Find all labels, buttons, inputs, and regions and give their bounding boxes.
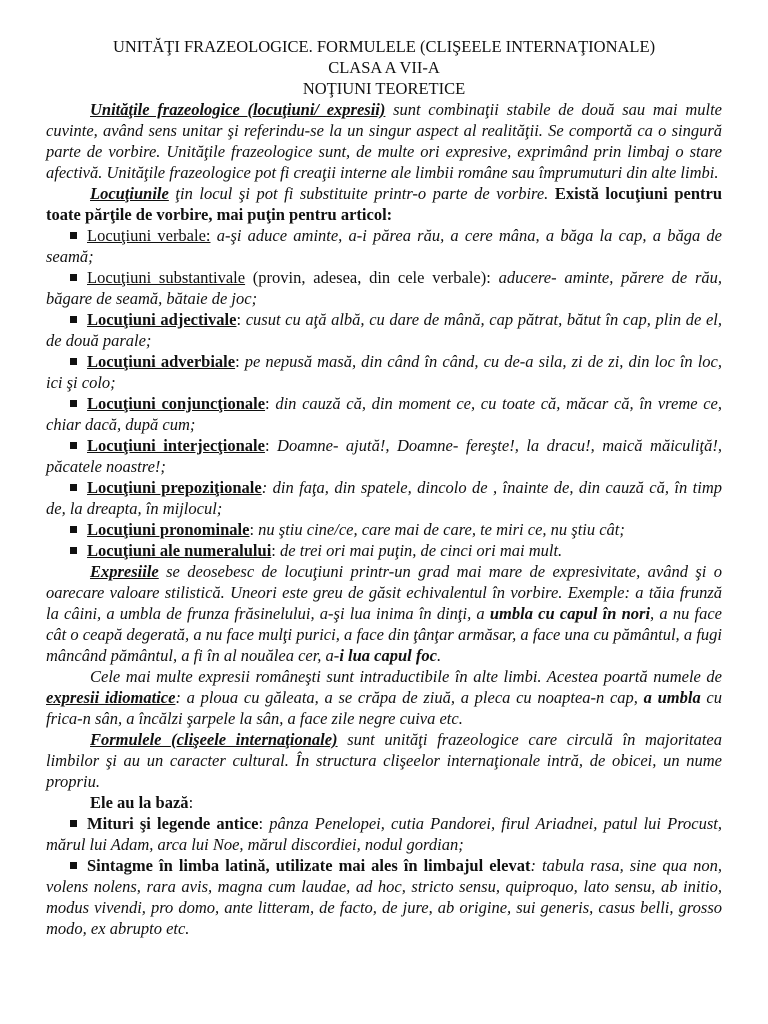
list-item-text: tabula rasa, sine qua non, volens nolens, rara avis, magna cum laudae, ad hoc, stricto sensu, quiproquo, lato sensu, ab initio, modus vivendi, pro domo, ante litteram, de facto, de jure, ab origine, sui generis, casus belli, grosso modo, ex abrupto etc. [46,856,723,938]
locutiuni-bold-text: Există locuţiuni pentru toate părţile de vorbire, mai puţin pentru articol: [46,184,722,224]
list-item [46,855,722,939]
list-item-label: Locuţiuni verbale: [87,226,211,245]
document-title: UNITĂŢI FRAZEOLOGICE. FORMULELE (CLIŞEELE INTERNAŢIONALE) [112,37,656,56]
locutiuni-paragraph [46,183,722,225]
formulele-lead-colon: : [188,793,194,812]
list-item-label: Locuţiuni interjecţionale [87,436,265,455]
list-item-plain: (provin, adesea, din cele verbale): [245,268,499,287]
intro-text: sunt combinaţii stabile de două sau mai multe cuvinte, având sens unitar şi referindu-se la un singur aspect al realităţii. Se comportă ca o singură parte de vorbire. Unităţile frazeologice sunt, de multe ori expresive, exprimând prin limbaj o stare afectivă. Unităţile frazeologice pot fi creaţii interne ale limbii române sau împrumuturi din alte limbi. [46,100,722,182]
square-bullet-icon [70,316,77,323]
class-heading: CLASA A VII-A [328,58,440,77]
list-item-label: Locuţiuni adjectivale [87,310,237,329]
list-item-label: Mituri şi legende antice [87,814,259,833]
expresii-text-3: . [436,646,442,665]
expresii-bold-2: i lua capul foc [339,646,437,665]
square-bullet-icon [70,232,77,239]
list-item-text: aducere- aminte, părere de rău, băgare de seamă, bătaie de joc; [46,268,722,308]
list-item-label: Locuţiuni ale numeralului [87,541,272,560]
square-bullet-icon [70,547,77,554]
list-item-text: pe nepusă masă, din când în când, cu de-a sila, zi de zi, din loc în loc, ici şi colo; [46,352,722,392]
list-item-text: nu ştiu cine/ce, care mai de care, te miri ce, nu ştiu cât; [258,520,625,539]
formulele-text: sunt unităţi frazeologice care circulă în majoritatea limbilor şi au un caracter cultural. În structura clişeelor internaţionale intră, de obicei, un nume propriu. [46,730,722,791]
list-item [46,477,722,519]
list-item [46,267,722,309]
list-item [46,225,722,267]
locutiuni-text: ţin locul şi pot fi substituite printr-o parte de vorbire. [168,184,555,203]
expresii-bold-1: umbla cu capul în nori [489,604,651,623]
square-bullet-icon [70,358,77,365]
list-item-colon: : [258,814,270,833]
list-item-label: Locuţiuni substantivale [87,268,246,287]
idiomatice-text-3: cu frica-n sân, a încălzi şarpele la sân, a face zile negre cuiva etc. [46,688,722,728]
list-item [46,393,722,435]
square-bullet-icon [70,442,77,449]
list-item [46,351,722,393]
list-item-text: : din faţa, din spatele, dincolo de , înainte de, din cauză că, în timp de, la dreapta, în mijlocul; [46,478,723,518]
list-item-plain: : [265,394,276,413]
list-item-text: de trei ori mai puţin, de cinci ori mai mult. [280,541,563,560]
list-item-colon: : [530,856,543,875]
list-item-label: Locuţiuni adverbiale [87,352,236,371]
list-item-plain: : [249,520,259,539]
formulele-lead-text: Ele au la bază [90,793,189,812]
square-bullet-icon [70,526,77,533]
list-item-text: a-şi aduce aminte, a-i părea rău, a cere mâna, a băga la cap, a băga de seamă; [46,226,722,266]
square-bullet-icon [70,820,77,827]
idiomatice-text-1: Cele mai multe expresii româneşti sunt intraductibile în alte limbi. Acestea poartă numele de [90,667,722,686]
list-item-label: Locuţiuni pronominale [87,520,250,539]
list-item-text: din cauză că, din moment ce, cu toate că, măcar că, în vreme ce, chiar dacă, după cum; [46,394,723,434]
square-bullet-icon [70,484,77,491]
list-item [46,813,722,855]
section-heading: NOŢIUNI TEORETICE [302,79,466,98]
list-item-plain: : [235,352,245,371]
intro-term: Unităţile frazeologice (locuţiuni/ expresii) [90,100,386,119]
list-item-text: Doamne- ajută!, Doamne- fereşte!, la dracu!, maică măiculiţă!, păcatele noastre!; [46,436,722,476]
square-bullet-icon [70,400,77,407]
list-item-label: Locuţiuni prepoziţionale [87,478,262,497]
locutiuni-term: Locuţiunile [90,184,169,203]
formulele-lead [46,792,722,813]
idiomatice-bold: a umbla [643,688,701,707]
list-item [46,309,722,351]
list-item-text: cusut cu aţă albă, cu dare de mână, cap pătrat, bătut în cap, plin de el, de două parale; [46,310,723,350]
expresii-term: Expresiile [90,562,159,581]
list-item [46,540,722,561]
formulele-term: Formulele (clişeele internaţionale) [90,730,338,749]
list-item-label: Sintagme în limba latină, utilizate mai ales în limbajul elevat [87,856,531,875]
list-item [46,435,722,477]
expresii-paragraph [46,561,722,666]
formulele-list [46,813,722,939]
list-item-plain: : [264,436,278,455]
list-item-plain: : [236,310,246,329]
idiomatice-text-2: : a ploua cu găleata, a se crăpa de ziuă, a pleca cu noaptea-n cap, [175,688,644,707]
square-bullet-icon [70,862,77,869]
formulele-paragraph [46,729,722,792]
list-item-text: pânza Penelopei, cutia Pandorei, firul Ariadnei, patul lui Procust, mărul lui Adam, arca lui Noe, mărul discordiei, nodul gordian; [46,814,722,854]
expresii-text-2: , a nu face cât o ceapă degerată, a nu face mulţi purici, a face din ţânţar armăsar, a face una cu pământul, a fugi mâncând pământul, a fi în al nouălea cer, a- [46,604,722,665]
list-item-label: Locuţiuni conjuncţionale [87,394,266,413]
idiomatice-paragraph [46,666,722,729]
expresii-text-1: se deosebesc de locuţiuni printr-un grad mai mare de expresivitate, având şi o oarecare valoare stilistică. Uneori este greu de găsit echivalentul în vorbire. Exemple: a tăia frunză la câini, a umbla de frunza frăsinelului, a-şi lua inima în dinţi, a [46,562,722,623]
list-item-plain: : [271,541,280,560]
locutiuni-list [46,225,722,561]
list-item [46,519,722,540]
square-bullet-icon [70,274,77,281]
intro-paragraph [46,99,722,183]
idiomatice-term: expresii idiomatice [46,688,176,707]
